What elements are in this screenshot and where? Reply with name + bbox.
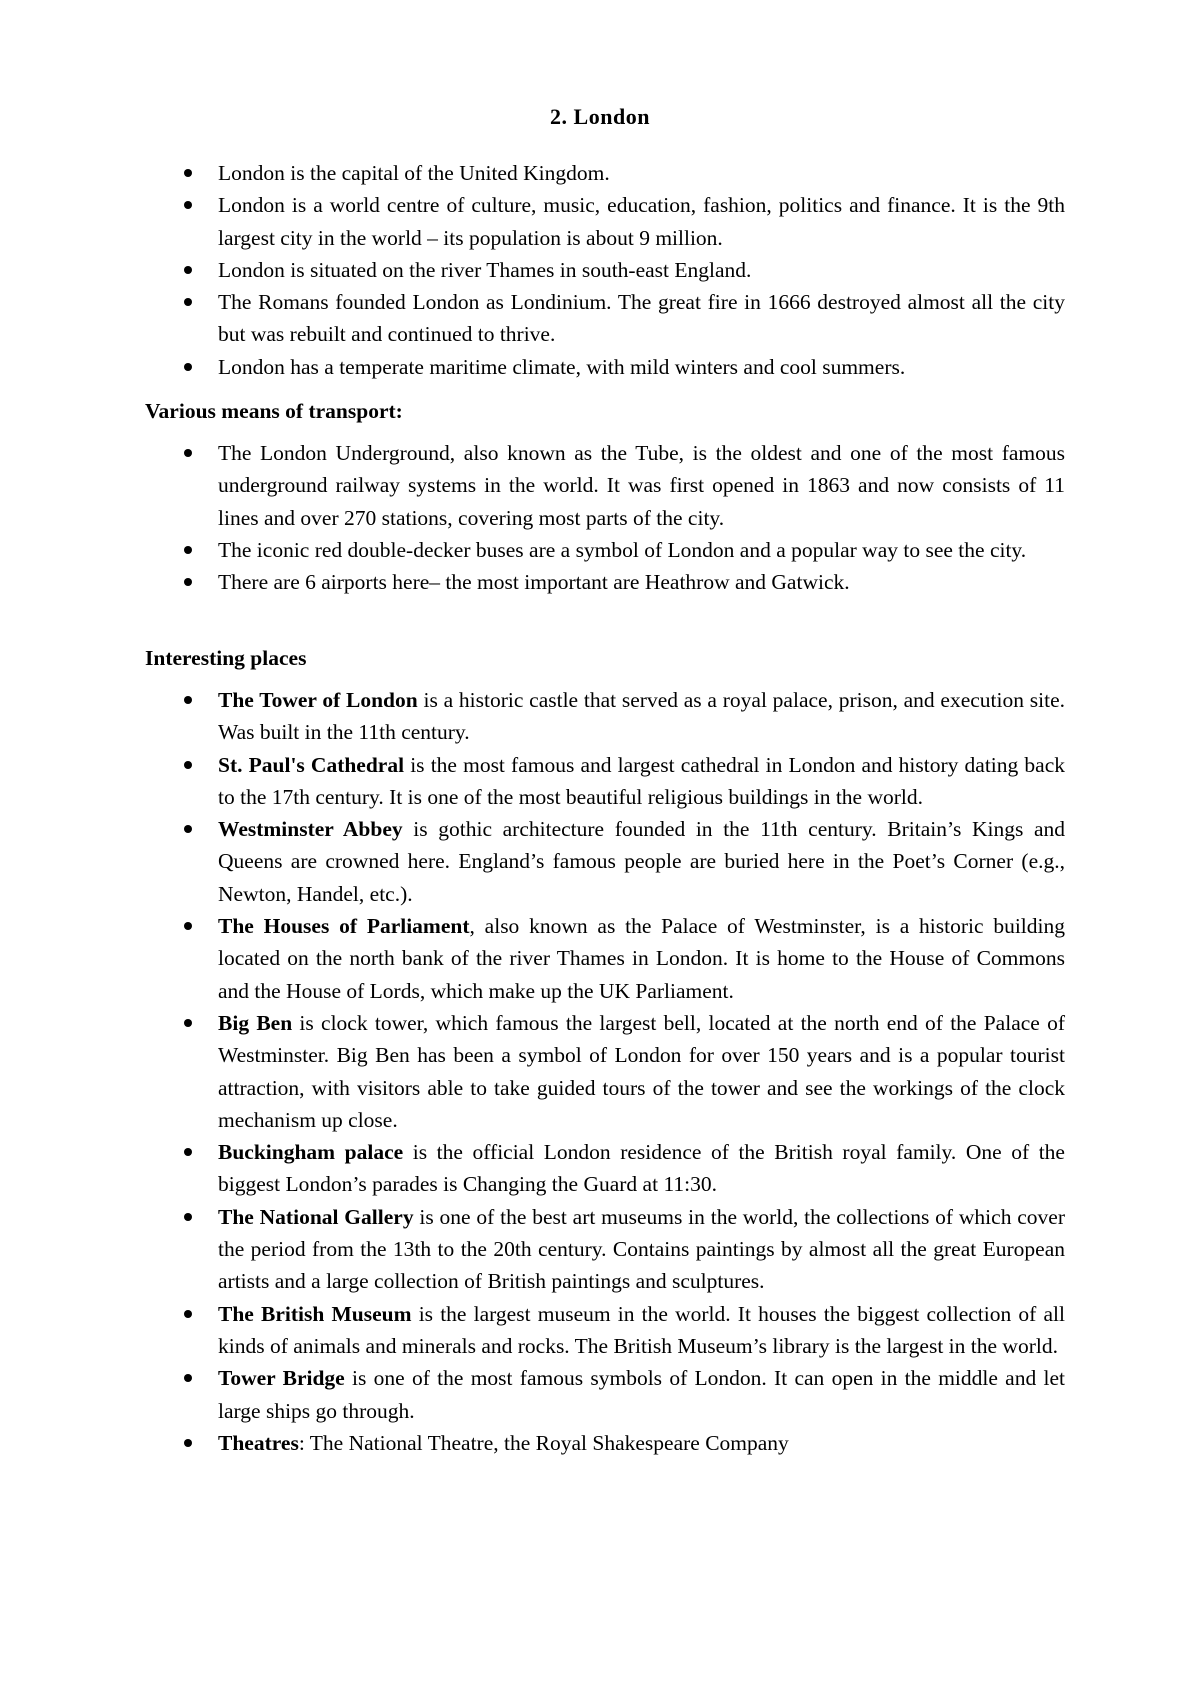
list-item [145, 254, 1065, 286]
list-item-text: London has a temperate maritime climate, with mild winters and cool summers. [218, 354, 906, 379]
place-description: : The National Theatre, the Royal Shakespeare Company [298, 1430, 789, 1455]
bullet-icon [184, 696, 192, 704]
list-item [145, 351, 1065, 383]
list-item-text: There are 6 airports here– the most important are Heathrow and Gatwick. [218, 570, 850, 595]
bullet-icon [184, 1310, 192, 1318]
list-item [145, 437, 1065, 534]
bullet-icon [184, 363, 192, 371]
place-description: is the official London residence of the British royal family. One of the biggest London’s parades is Changing the Guard at 11:30. [218, 1140, 1065, 1197]
list-item [145, 1427, 1065, 1459]
list-item-text: London is the capital of the United Kingdom. [218, 161, 610, 185]
transport-heading: Various means of transport: [145, 399, 403, 423]
place-name: Westminster Abbey [218, 817, 403, 842]
list-item-text: London is situated on the river Thames in south-east England. [218, 257, 752, 282]
list-item [145, 1362, 1065, 1427]
list-item-text: The iconic red double-decker buses are a symbol of London and a popular way to see the city. [218, 537, 1027, 562]
list-item-text: The London Underground, also known as the Tube, is the oldest and one of the most famous underground railway systems in the world. It was first opened in 1863 and now consists of 11 lines and over 270 stations, covering most parts of the city. [218, 441, 1065, 530]
bullet-icon [184, 546, 192, 554]
list-item [145, 1201, 1065, 1298]
intro-list [145, 157, 1065, 383]
bullet-icon [184, 201, 192, 209]
list-item [145, 189, 1065, 254]
place-name: The National Gallery [218, 1204, 414, 1229]
bullet-icon [184, 449, 192, 457]
place-name: St. Paul's Cathedral [218, 752, 405, 777]
transport-section [145, 395, 1065, 598]
list-item [145, 910, 1065, 1007]
page-title: 2. London [550, 104, 650, 129]
list-item [145, 1298, 1065, 1363]
place-name: Buckingham palace [218, 1140, 404, 1165]
place-description: is a historic castle that served as a royal palace, prison, and execution site. Was built in the 11th century. [218, 688, 1065, 745]
list-item [145, 684, 1065, 749]
bullet-icon [184, 1213, 192, 1221]
places-list [145, 684, 1065, 1459]
bullet-icon [184, 1439, 192, 1447]
list-item [145, 1136, 1065, 1201]
place-name: The Houses of Parliament [218, 914, 470, 939]
place-description: is the most famous and largest cathedral in London and history dating back to the 17th century. It is one of the most beautiful religious buildings in the world. [218, 752, 1065, 809]
bullet-icon [184, 578, 192, 586]
list-item-text: The Romans founded London as Londinium. The great fire in 1666 destroyed almost all the city but was rebuilt and continued to thrive. [218, 290, 1065, 347]
bullet-icon [184, 1019, 192, 1027]
list-item [145, 534, 1065, 566]
place-description: is clock tower, which famous the largest bell, located at the north end of the Palace of Westminster. Big Ben has been a symbol of London for over 150 years and is a popular tourist attraction, with visitors able to take guided tours of the tower and see the workings of the clock mechanism up close. [218, 1010, 1065, 1132]
list-item-text: London is a world centre of culture, music, education, fashion, politics and finance. It is the 9th largest city in the world – its population is about 9 million. [218, 193, 1065, 250]
list-item [145, 286, 1065, 351]
bullet-icon [184, 761, 192, 769]
place-description: , also known as the Palace of Westminster, is a historic building located on the north bank of the river Thames in London. It is home to the House of Commons and the House of Lords, which make up the UK Parliament. [218, 914, 1065, 1003]
place-description: is one of the most famous symbols of London. It can open in the middle and let large ships go through. [218, 1366, 1065, 1423]
place-name: The British Museum [218, 1301, 412, 1326]
place-description: is gothic architecture founded in the 11th century. Britain’s Kings and Queens are crowned here. England’s famous people are buried here in the Poet’s Corner (e.g., Newton, Handel, etc.). [218, 817, 1065, 906]
place-description: is the largest museum in the world. It houses the biggest collection of all kinds of animals and minerals and rocks. The British Museum’s library is the largest in the world. [218, 1301, 1065, 1358]
place-name: The Tower of London [218, 688, 418, 712]
bullet-icon [184, 298, 192, 306]
list-item [145, 566, 1065, 598]
list-item [145, 813, 1065, 910]
bullet-icon [184, 1374, 192, 1382]
bullet-icon [184, 169, 192, 177]
bullet-icon [184, 1148, 192, 1156]
list-item [145, 749, 1065, 814]
bullet-icon [184, 825, 192, 833]
place-name: Theatres [218, 1430, 299, 1455]
intro-section [145, 157, 1065, 383]
transport-list [145, 437, 1065, 598]
list-item [145, 157, 1065, 189]
list-item [145, 1007, 1065, 1136]
place-name: Tower Bridge [218, 1366, 345, 1391]
places-section [145, 642, 1065, 1459]
place-name: Big Ben [218, 1010, 293, 1035]
bullet-icon [184, 266, 192, 274]
places-heading: Interesting places [145, 646, 307, 670]
place-description: is one of the best art museums in the world, the collections of which cover the period from the 13th to the 20th century. Contains paintings by almost all the great European artists and a large collection of British paintings and sculptures. [218, 1204, 1066, 1294]
bullet-icon [184, 922, 192, 930]
